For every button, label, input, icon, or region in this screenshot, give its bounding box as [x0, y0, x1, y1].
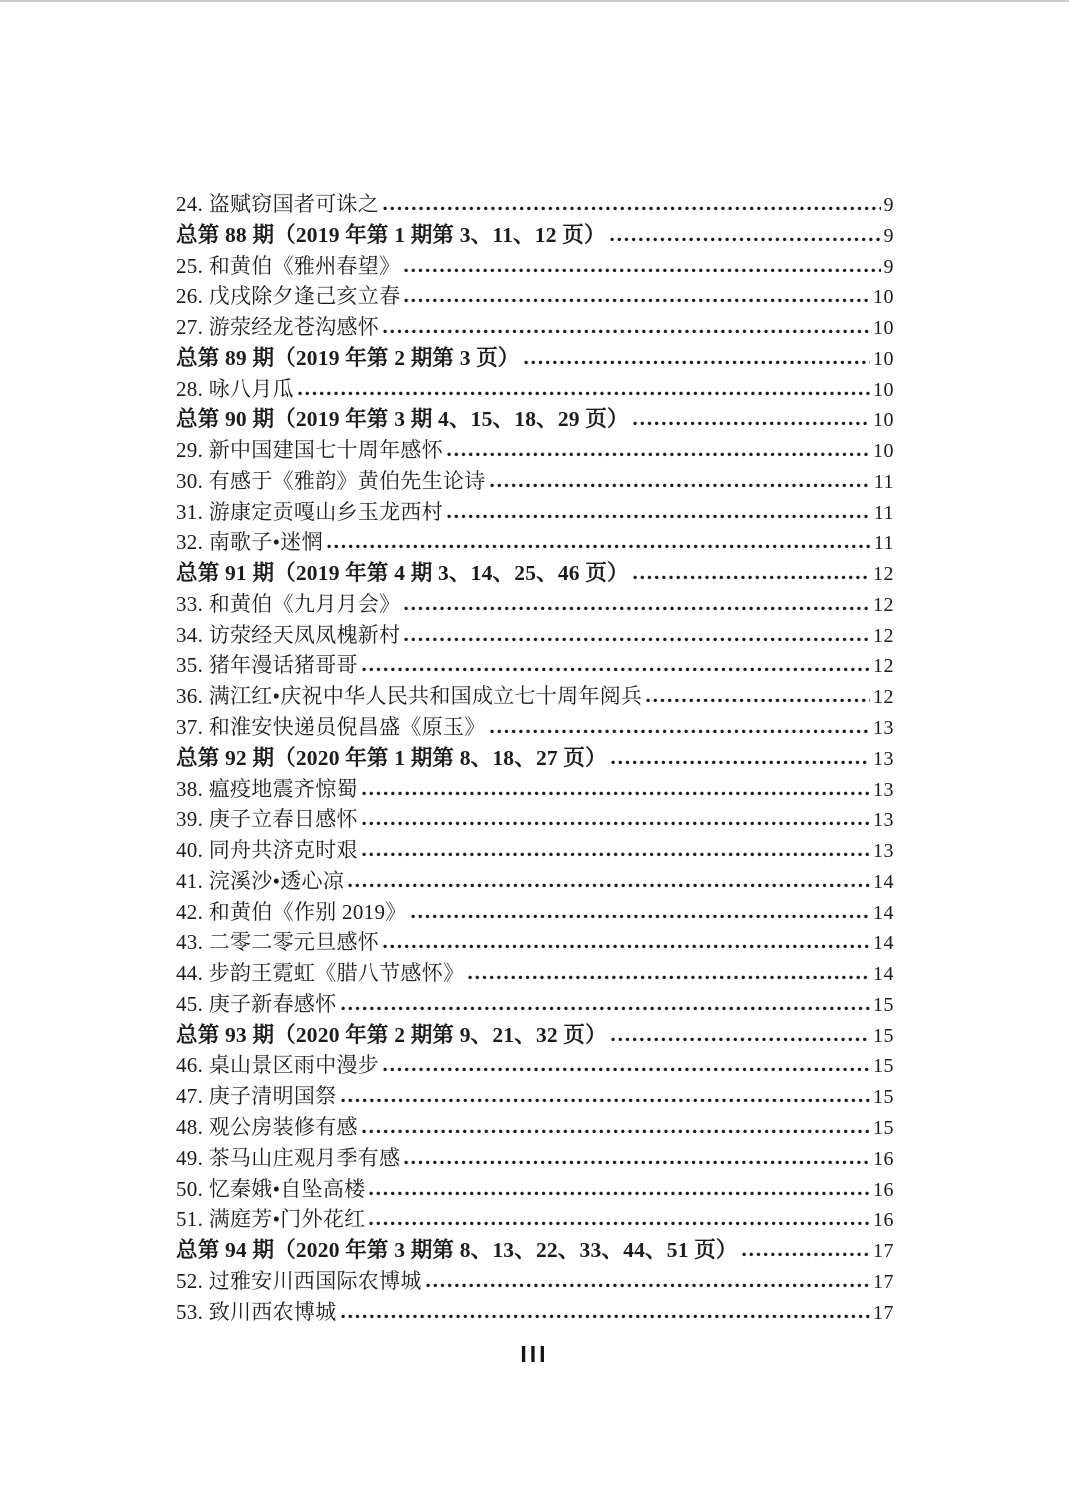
toc-entry-page-number: 13	[873, 747, 894, 770]
toc-entry-label: 37. 和淮安快递员倪昌盛《原玉》	[176, 715, 486, 740]
toc-entry-page-number: 15	[873, 1116, 894, 1139]
dot-leader	[524, 360, 870, 365]
toc-entry-page-number: 15	[873, 1086, 894, 1109]
dot-leader	[404, 1160, 870, 1165]
toc-entry-label: 总第 91 期（2019 年第 4 期 3、14、25、46 页）	[176, 561, 629, 586]
toc-entry-page-number: 14	[873, 963, 894, 986]
toc-item-row	[176, 681, 894, 712]
toc-entry-label: 27. 游荥经龙苍沟感怀	[176, 315, 380, 340]
toc-item-row	[176, 1081, 894, 1112]
dot-leader	[383, 944, 870, 949]
toc-item-row	[176, 774, 894, 805]
toc-entry-page-number: 17	[873, 1270, 894, 1293]
toc-entry-label: 25. 和黄伯《雅州春望》	[176, 253, 401, 278]
toc-entry-label: 35. 猪年漫话猪哥哥	[176, 653, 358, 678]
toc-item-row	[176, 958, 894, 989]
toc-entry-label: 51. 满庭芳•门外花红	[176, 1207, 366, 1232]
toc-entry-label: 49. 茶马山庄观月季有感	[176, 1145, 401, 1170]
page-footer	[0, 1341, 1069, 1368]
toc-item-row	[176, 1050, 894, 1081]
dot-leader	[327, 544, 871, 549]
toc-entry-label: 44. 步韵王霓虹《腊八节感怀》	[176, 961, 465, 986]
toc-entry-page-number: 12	[873, 563, 894, 586]
toc-issue-row	[176, 220, 894, 251]
toc-item-row	[176, 804, 894, 835]
dot-leader	[611, 1037, 870, 1042]
page-scan-edge	[0, 0, 1069, 2]
toc-item-row	[176, 497, 894, 528]
toc-entry-label: 31. 游康定贡嘎山乡玉龙西村	[176, 499, 443, 524]
toc-entry-label: 38. 瘟疫地震齐惊蜀	[176, 776, 358, 801]
toc-entry-label: 34. 访荥经天凤凤槐新村	[176, 622, 401, 647]
toc-item-row	[176, 374, 894, 405]
toc-issue-row	[176, 1235, 894, 1266]
toc-issue-row	[176, 404, 894, 435]
dot-leader	[362, 667, 870, 672]
toc-entry-page-number: 16	[873, 1209, 894, 1232]
toc-entry-page-number: 10	[873, 409, 894, 432]
toc-issue-row	[176, 743, 894, 774]
toc-item-row	[176, 989, 894, 1020]
dot-leader	[411, 914, 870, 919]
toc-item-row	[176, 712, 894, 743]
toc-entry-page-number: 12	[873, 686, 894, 709]
dot-leader	[341, 1098, 871, 1103]
toc-entry-label: 41. 浣溪沙•透心凉	[176, 868, 345, 893]
toc-entry-label: 45. 庚子新春感怀	[176, 991, 337, 1016]
toc-entry-label: 50. 忆秦娥•自坠高楼	[176, 1176, 366, 1201]
toc-entry-label: 36. 满江红•庆祝中华人民共和国成立七十周年阅兵	[176, 684, 643, 709]
toc-item-row	[176, 620, 894, 651]
toc-entry-page-number: 15	[873, 1055, 894, 1078]
dot-leader	[426, 1283, 870, 1288]
toc-entry-page-number: 12	[873, 655, 894, 678]
toc-entry-page-number: 12	[873, 593, 894, 616]
toc-item-row	[176, 1297, 894, 1328]
dot-leader	[404, 268, 880, 273]
toc-entry-label: 32. 南歌子•迷惘	[176, 530, 323, 555]
toc-entry-label: 40. 同舟共济克时艰	[176, 838, 358, 863]
dot-leader	[341, 1006, 871, 1011]
dot-leader	[490, 729, 870, 734]
toc-entry-label: 42. 和黄伯《作别 2019》	[176, 899, 407, 924]
toc-item-row	[176, 1204, 894, 1235]
toc-entry-label: 总第 92 期（2020 年第 1 期第 8、18、27 页）	[176, 745, 607, 770]
toc-entry-page-number: 9	[883, 255, 894, 278]
toc-entry-page-number: 16	[873, 1147, 894, 1170]
toc-entry-label: 总第 89 期（2019 年第 2 期第 3 页）	[176, 345, 520, 370]
table-of-contents	[176, 189, 894, 1327]
dot-leader	[383, 1067, 870, 1072]
dot-leader	[383, 329, 870, 334]
dot-leader	[633, 575, 870, 580]
toc-entry-label: 26. 戊戌除夕逢己亥立春	[176, 284, 401, 309]
toc-issue-row	[176, 558, 894, 589]
toc-entry-label: 33. 和黄伯《九月月会》	[176, 591, 401, 616]
dot-leader	[742, 1252, 870, 1257]
toc-entry-label: 总第 94 期（2020 年第 3 期第 8、13、22、33、44、51 页）	[176, 1238, 738, 1263]
dot-leader	[404, 298, 870, 303]
toc-entry-label: 总第 90 期（2019 年第 3 期 4、15、18、29 页）	[176, 407, 629, 432]
dot-leader	[468, 975, 870, 980]
toc-entry-label: 24. 盗赋窃国者可诛之	[176, 192, 380, 216]
toc-item-row	[176, 189, 894, 220]
toc-entry-label: 48. 观公房装修有感	[176, 1114, 358, 1139]
toc-entry-page-number: 15	[873, 993, 894, 1016]
toc-entry-label: 43. 二零二零元旦感怀	[176, 930, 380, 955]
toc-entry-page-number: 14	[873, 901, 894, 924]
toc-entry-label: 39. 庚子立春日感怀	[176, 807, 358, 832]
toc-item-row	[176, 1143, 894, 1174]
toc-entry-page-number: 13	[873, 809, 894, 832]
toc-item-row	[176, 281, 894, 312]
dot-leader	[383, 206, 880, 211]
toc-entry-page-number: 12	[873, 624, 894, 647]
toc-entry-page-number: 11	[873, 501, 894, 524]
dot-leader	[298, 391, 870, 396]
dot-leader	[369, 1191, 870, 1196]
toc-item-row	[176, 927, 894, 958]
toc-item-row	[176, 312, 894, 343]
dot-leader	[341, 1314, 871, 1319]
toc-entry-page-number: 14	[873, 932, 894, 955]
toc-entry-label: 52. 过雅安川西国际农博城	[176, 1268, 422, 1293]
toc-entry-label: 30. 有感于《雅韵》黄伯先生论诗	[176, 468, 486, 493]
toc-item-row	[176, 650, 894, 681]
toc-entry-label: 46. 桌山景区雨中漫步	[176, 1053, 380, 1078]
dot-leader	[362, 1129, 870, 1134]
toc-entry-page-number: 17	[873, 1301, 894, 1324]
toc-entry-page-number: 10	[873, 286, 894, 309]
dot-leader	[490, 483, 871, 488]
toc-entry-label: 47. 庚子清明国祭	[176, 1084, 337, 1109]
toc-entry-page-number: 9	[883, 224, 894, 247]
toc-item-row	[176, 897, 894, 928]
toc-entry-page-number: 13	[873, 778, 894, 801]
toc-entry-page-number: 14	[873, 870, 894, 893]
dot-leader	[362, 791, 870, 796]
toc-entry-page-number: 13	[873, 717, 894, 740]
toc-item-row	[176, 466, 894, 497]
toc-entry-page-number: 10	[873, 378, 894, 401]
toc-item-row	[176, 835, 894, 866]
toc-entry-page-number: 13	[873, 840, 894, 863]
dot-leader	[348, 883, 870, 888]
dot-leader	[369, 1221, 870, 1226]
toc-entry-page-number: 10	[873, 317, 894, 340]
dot-leader	[633, 421, 870, 426]
dot-leader	[404, 606, 870, 611]
toc-item-row	[176, 1174, 894, 1205]
toc-item-row	[176, 866, 894, 897]
dot-leader	[447, 514, 871, 519]
toc-entry-label: 28. 咏八月瓜	[176, 376, 294, 401]
toc-item-row	[176, 589, 894, 620]
toc-item-row	[176, 435, 894, 466]
toc-entry-page-number: 11	[873, 470, 894, 493]
dot-leader	[404, 637, 870, 642]
toc-entry-label: 29. 新中国建国七十周年感怀	[176, 438, 443, 463]
dot-leader	[447, 452, 870, 457]
toc-entry-label: 总第 88 期（2019 年第 1 期第 3、11、12 页）	[176, 222, 606, 247]
dot-leader	[362, 821, 870, 826]
toc-issue-row	[176, 1020, 894, 1051]
toc-entry-page-number: 10	[873, 440, 894, 463]
dot-leader	[610, 237, 881, 242]
toc-entry-page-number: 17	[873, 1240, 894, 1263]
footer-page-number: III	[520, 1341, 549, 1367]
toc-item-row	[176, 527, 894, 558]
toc-entry-page-number: 10	[873, 347, 894, 370]
toc-entry-page-number: 15	[873, 1024, 894, 1047]
toc-item-row	[176, 1112, 894, 1143]
toc-item-row	[176, 251, 894, 282]
toc-entry-page-number: 9	[883, 194, 894, 216]
toc-item-row	[176, 1266, 894, 1297]
toc-entry-label: 总第 93 期（2020 年第 2 期第 9、21、32 页）	[176, 1022, 607, 1047]
dot-leader	[611, 760, 870, 765]
toc-entry-page-number: 16	[873, 1178, 894, 1201]
toc-entry-page-number: 11	[873, 532, 894, 555]
toc-entry-label: 53. 致川西农博城	[176, 1299, 337, 1324]
dot-leader	[362, 852, 870, 857]
dot-leader	[646, 698, 870, 703]
toc-issue-row	[176, 343, 894, 374]
